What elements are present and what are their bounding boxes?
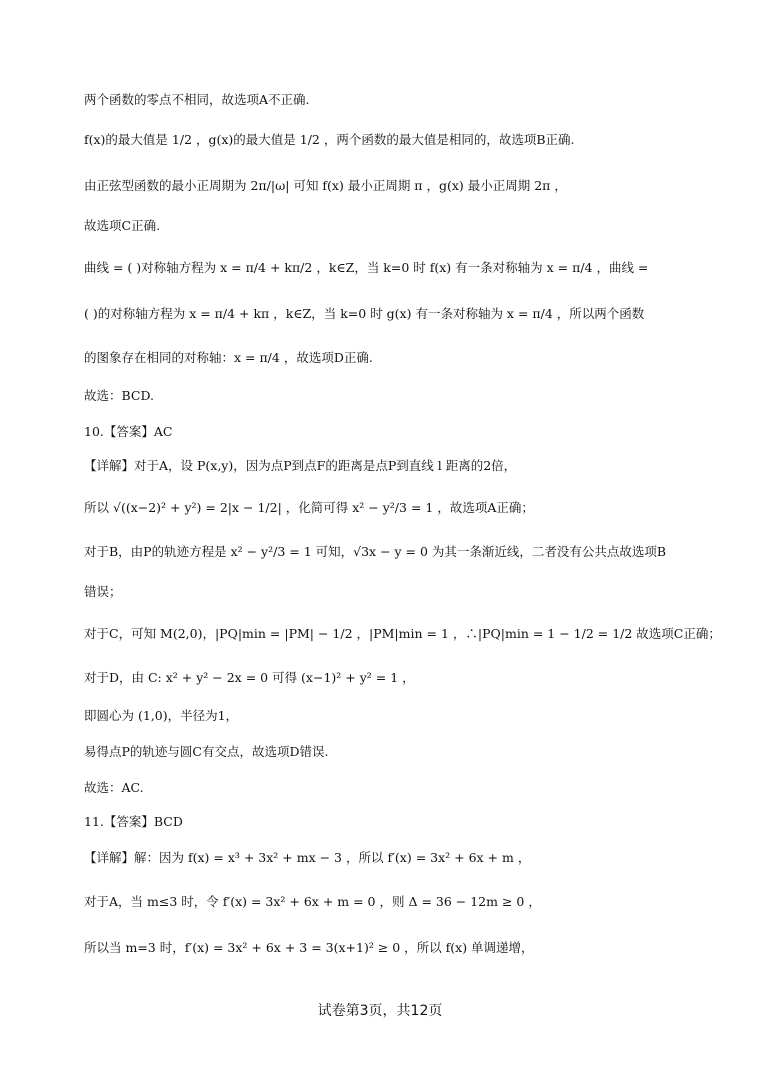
text-line: 所以当 m=3 时，f′(x) = 3x² + 6x + 3 = 3(x+1)² ≥ 0 ，所以 f(x) 单调递增， <box>84 940 534 955</box>
page-footer: 试卷第3页，共12页 <box>317 1003 443 1019</box>
text-line: f(x)的最大值是 1/2 ，g(x)的最大值是 1/2 ，两个函数的最大值是相同的，故选项B正确. <box>84 132 575 147</box>
text-line: 曲线 = ( )对称轴方程为 x = π/4 + kπ/2 ，k∈Z，当 k=0 时 f(x) 有一条对称轴为 x = π/4 ，曲线 = <box>84 260 649 275</box>
text-line: 故选项C正确. <box>84 218 161 233</box>
text-line: 即圆心为 (1,0)，半径为1， <box>84 708 239 723</box>
text-line: 11.【答案】BCD <box>84 814 183 829</box>
text-line: 对于A，当 m≤3 时，令 f′(x) = 3x² + 6x + m = 0 ，则 Δ = 36 − 12m ≥ 0 ， <box>84 894 541 909</box>
text-line: 10.【答案】AC <box>84 424 173 439</box>
text-line: 故选：AC. <box>84 780 144 795</box>
text-line: 所以 √((x−2)² + y²) = 2|x − 1/2| ，化简可得 x² − y²/3 = 1 ，故选项A正确； <box>84 500 534 515</box>
text-line: 由正弦型函数的最小正周期为 2π/|ω| 可知 f(x) 最小正周期 π ，g(x) 最小正周期 2π ， <box>84 178 567 193</box>
text-line: 对于B，由P的轨迹方程是 x² − y²/3 = 1 可知，√3x − y = 0 为其一条渐近线，二者没有公共点故选项B <box>84 544 667 559</box>
text-line: 故选：BCD. <box>84 388 155 403</box>
text-line: 错误； <box>84 584 122 599</box>
text-line: 对于C，可知 M(2,0)，|PQ|min = |PM| − 1/2 ，|PM|min = 1 ，∴|PQ|min = 1 − 1/2 = 1/2 故选项C正确； <box>84 626 721 641</box>
text-line: 【详解】对于A，设 P(x,y)，因为点P到点F的距离是点P到直线 l 距离的2倍， <box>84 458 517 473</box>
text-line: 两个函数的零点不相同，故选项A不正确. <box>84 92 310 107</box>
text-line: 的图象存在相同的对称轴：x = π/4 ，故选项D正确. <box>84 350 373 365</box>
text-line: 对于D，由 C: x² + y² − 2x = 0 可得 (x−1)² + y² = 1 ， <box>84 670 415 685</box>
text-line: 【详解】解：因为 f(x) = x³ + 3x² + mx − 3 ，所以 f′(x) = 3x² + 6x + m ， <box>84 850 531 865</box>
text-line: 易得点P的轨迹与圆C有交点，故选项D错误. <box>84 744 329 759</box>
text-line: ( )的对称轴方程为 x = π/4 + kπ ，k∈Z，当 k=0 时 g(x) 有一条对称轴为 x = π/4 ，所以两个函数 <box>84 306 645 321</box>
